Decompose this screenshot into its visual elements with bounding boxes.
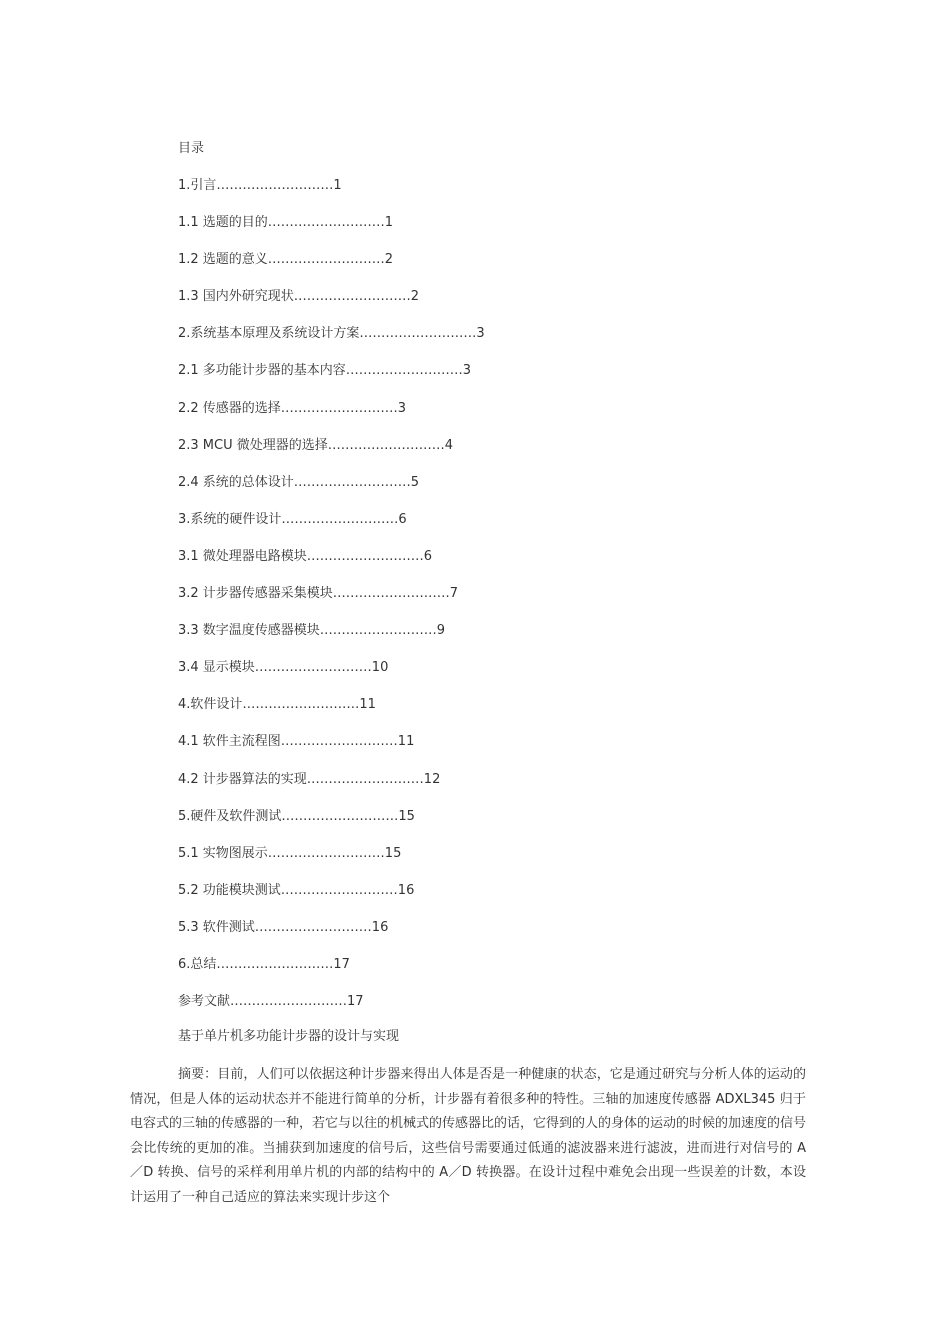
toc-item: 1.2 选题的意义………………………2 [178,252,394,268]
toc-item: 参考文献………………………17 [178,994,364,1010]
toc-item: 6.总结………………………17 [178,956,350,972]
toc-item: 2.2 传感器的选择………………………3 [178,400,407,416]
document-title: 基于单片机多功能计步器的设计与实现 [178,1029,400,1044]
toc-item: 1.3 国内外研究现状………………………2 [178,289,420,305]
toc-item: 2.4 系统的总体设计………………………5 [178,474,420,490]
toc-item: 3.3 数字温度传感器模块………………………9 [178,623,446,639]
toc-item: 4.1 软件主流程图………………………11 [178,734,415,750]
toc-item: 4.2 计步器算法的实现………………………12 [178,771,441,787]
toc-item: 2.3 MCU 微处理器的选择………………………4 [178,437,454,453]
toc-item: 5.3 软件测试………………………16 [178,919,389,935]
toc-item: 3.1 微处理器电路模块………………………6 [178,548,433,564]
toc-item: 4.软件设计………………………11 [178,697,376,713]
table-of-contents [178,177,485,1030]
toc-item: 2.系统基本原理及系统设计方案………………………3 [178,326,485,342]
toc-item: 5.硬件及软件测试………………………15 [178,808,415,824]
toc-item: 1.1 选题的目的………………………1 [178,215,394,231]
toc-item: 3.系统的硬件设计………………………6 [178,511,407,527]
toc-item: 5.1 实物图展示………………………15 [178,845,402,861]
toc-heading: 目录 [178,141,205,156]
toc-item: 2.1 多功能计步器的基本内容………………………3 [178,363,472,379]
toc-item: 3.2 计步器传感器采集模块………………………7 [178,586,459,602]
toc-item: 3.4 显示模块………………………10 [178,660,389,676]
toc-item: 1.引言………………………1 [178,178,342,193]
abstract-paragraph: 摘要：目前，人们可以依据这种计步器来得出人体是否是一种健康的状态，它是通过研究与分析人体的运动的情况，但是人体的运动状态并不能进行简单的分析，计步器有着很多种的特性。三轴的加速度传感器 ADXL345 归于电容式的三轴的传感器的一种，若它与以往的机械式的传感器比的话，它得到的人的身体的运动的时候的加速度的信号会比传统的更加的准。当捕获到加速度的信号后，这些信号需要通过低通的滤波器来进行滤波，进而进行对信号的 A／D 转换、信号的采样利用单片机的内部的结构中的 A／D 转换器。在设计过程中难免会出现一些误差的计数，本设计运用了一种自己适应的算法来实现计步这个 [130,1067,807,1205]
toc-item: 5.2 功能模块测试………………………16 [178,882,415,898]
